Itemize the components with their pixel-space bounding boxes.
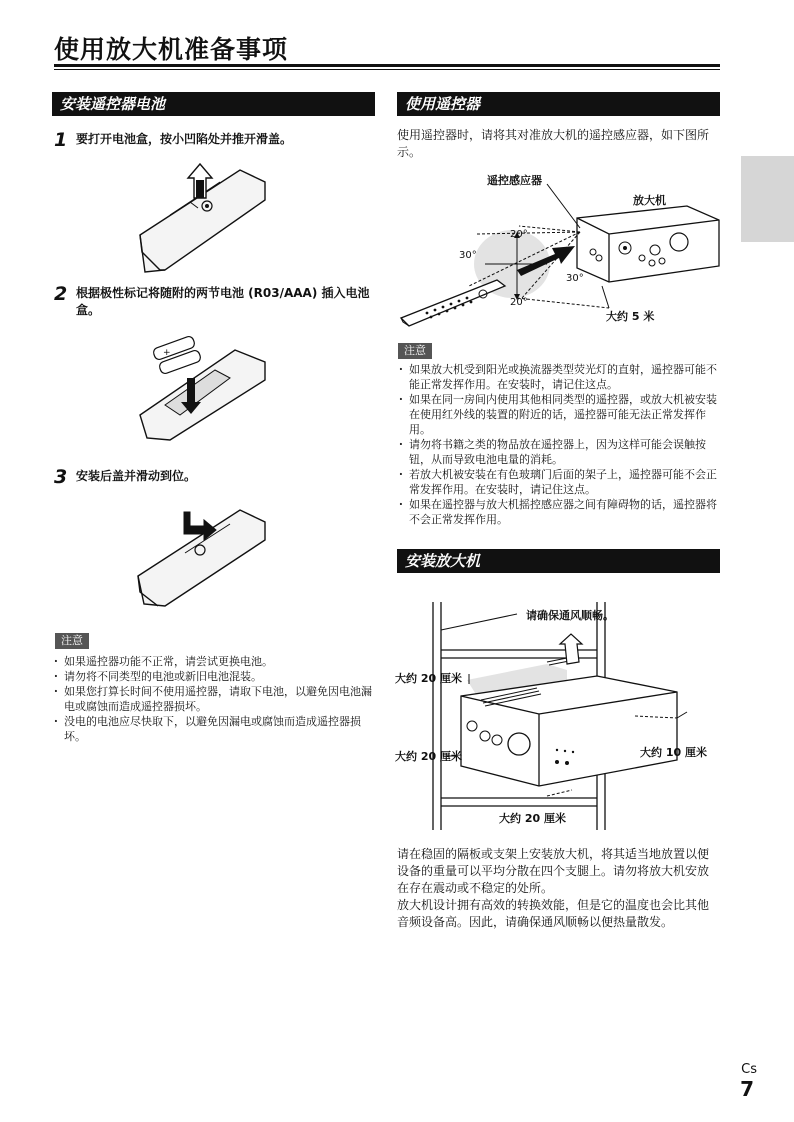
title-rule-thin: [54, 69, 720, 70]
step-2-number: 2: [54, 283, 68, 305]
left-clearance-label: 大约 20 厘米: [395, 750, 462, 763]
note-badge-left: 注意: [55, 633, 89, 649]
note-item: · 如果在同一房间内使用其他相同类型的遥控器，或放大机被安装在使用红外线的装置的附近的话，遥控器可能无法正常发挥作用。: [397, 392, 717, 437]
note-item: · 请勿将不同类型的电池或新旧电池混装。: [52, 669, 372, 684]
step-2-text: 根据极性标记将随附的两节电池 (R03/AAA) 插入电池盒。: [76, 286, 370, 317]
step-1-number: 1: [54, 129, 68, 151]
rear-clearance-label: 大约 20 厘米: [499, 812, 566, 825]
right-clearance-label: 大约 10 厘米: [640, 746, 707, 759]
page-title: 使用放大机准备事项: [54, 35, 289, 64]
section-title-install: 安装放大机: [397, 549, 720, 573]
install-paragraph-1: 请在稳固的隔板或支架上安装放大机，将其适当地放置以便设备的重量可以平均分散在四个支腿上。请勿将放大机安放在存在震动或不稳定的处所。: [397, 847, 710, 895]
ventilation-label: 请确保通风顺畅。: [526, 609, 614, 622]
installation-clearance-diagram: [397, 600, 722, 835]
sensor-label: 遥控感应器: [487, 174, 542, 187]
title-rule: [54, 64, 720, 67]
step-3-text: 安装后盖并滑动到位。: [76, 469, 197, 483]
note-item: · 如果在遥控器与放大机摇控感应器之间有障碍物的话，遥控器将不会正常发挥作用。: [397, 497, 717, 527]
left-notes-list: [52, 654, 372, 744]
note-item: · 请勿将书籍之类的物品放在遥控器上，因为这样可能会误触按钮，从而导致电池电量的消耗。: [397, 437, 717, 467]
note-item: · 如果您打算长时间不使用遥控器，请取下电池，以避免因电池漏电或腐蚀而造成遥控器损坏。: [52, 684, 372, 714]
remote-close-cover-illustration: [130, 498, 270, 613]
svg-text:+: +: [163, 348, 171, 358]
remote-open-cover-illustration: [130, 160, 270, 285]
language-code: Cs: [741, 1062, 757, 1077]
angle-right-label: 30°: [566, 273, 584, 284]
remote-intro-text: 使用遥控器时，请将其对准放大机的遥控感应器，如下图所示。: [397, 128, 710, 159]
step-3-number: 3: [54, 466, 68, 488]
section-title-remote: 使用遥控器: [397, 92, 720, 116]
top-clearance-label: 大约 20 厘米: [395, 672, 462, 685]
angle-left-label: 30°: [459, 250, 477, 261]
page-number: 7: [740, 1077, 754, 1101]
step-1-text: 要打开电池盒，按小凹陷处并推开滑盖。: [76, 132, 293, 146]
right-notes-list: [397, 362, 717, 527]
note-item: · 如果遥控器功能不正常，请尝试更换电池。: [52, 654, 372, 669]
note-item: · 如果放大机受到阳光或换流器类型荧光灯的直射，遥控器可能不能正常发挥作用。在安装时，请记住这点。: [397, 362, 717, 392]
install-paragraph-2: 放大机设计拥有高效的转换效能，但是它的温度也会比其他音频设备高。因此，请确保通风顺畅以便热量散发。: [397, 898, 710, 929]
note-item: · 没电的电池应尽快取下，以避免因漏电或腐蚀而造成遥控器损坏。: [52, 714, 372, 744]
distance-label: 大约 5 米: [606, 310, 655, 323]
angle-bottom-label: 20°: [510, 297, 528, 308]
section-title-battery: 安装遥控器电池: [52, 92, 375, 116]
amp-label: 放大机: [633, 194, 666, 207]
side-tab: [741, 156, 794, 242]
note-item: · 若放大机被安装在有色玻璃门后面的架子上，遥控器可能不会正常发挥作用。在安装时，请记住这点。: [397, 467, 717, 497]
note-badge-right: 注意: [398, 343, 432, 359]
remote-range-diagram: [397, 168, 722, 328]
angle-top-label: 20°: [510, 229, 528, 240]
battery-insert-illustration: [135, 330, 275, 450]
